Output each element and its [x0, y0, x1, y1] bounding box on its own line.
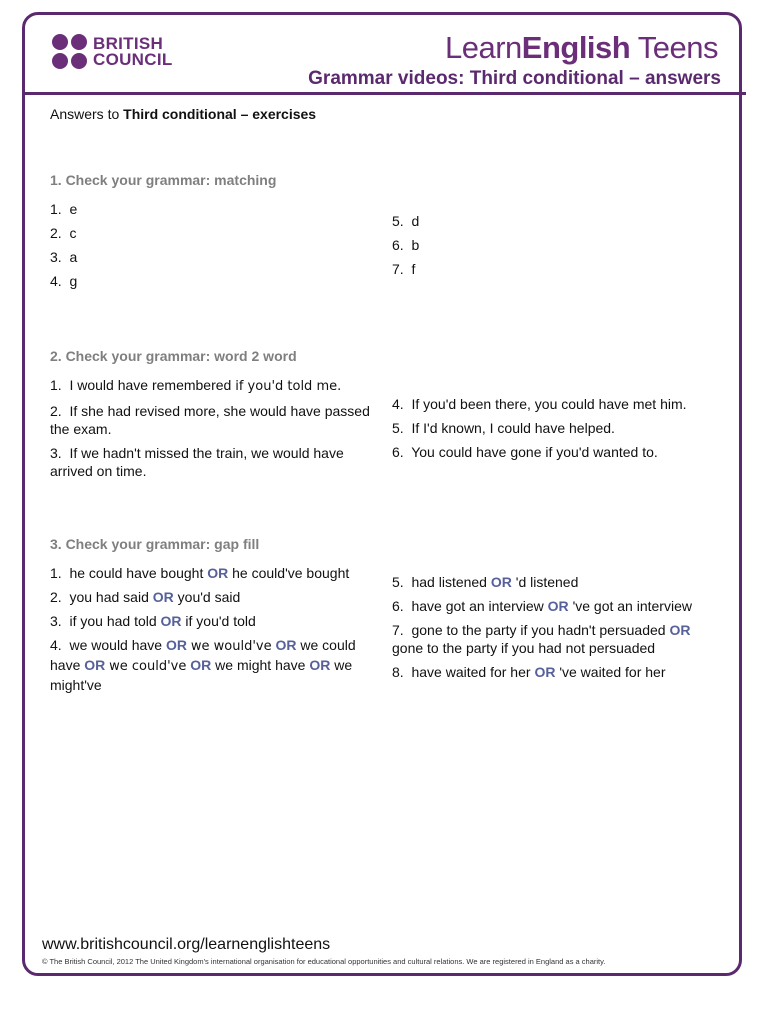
list-item: 8. have waited for her OR 've waited for her	[392, 664, 666, 680]
list-item: 1. he could have bought OR he could've bought	[50, 565, 350, 581]
brand-line1: BRITISH	[93, 33, 164, 53]
footer-copyright: © The British Council, 2012 The United Kingdom's international organisation for educational opportunities and cultural relations. We are registered in England as a charity.	[42, 957, 606, 966]
list-item: 1. I would have remembered if you'd told me.	[50, 377, 342, 394]
section-2-left	[50, 376, 380, 486]
intro-bold: Third conditional – exercises	[123, 106, 317, 122]
list-item: 4. we would have OR we would've OR we could have OR we could've OR we might have OR we might've	[50, 637, 356, 693]
section-2-right	[392, 395, 722, 467]
page-title: Grammar videos: Third conditional – answers	[308, 68, 721, 89]
header-divider	[22, 92, 746, 95]
footer-url[interactable]: www.britishcouncil.org/learnenglishteens	[42, 936, 331, 953]
logo-dots-icon	[52, 34, 87, 69]
list-item: 7. gone to the party if you hadn't persuaded OR gone to the party if you had not persuaded	[392, 622, 691, 656]
list-item: 5. had listened OR 'd listened	[392, 574, 579, 590]
page-frame	[22, 12, 742, 976]
list-item: 2. c	[50, 225, 77, 241]
section-3-title: 3. Check your grammar: gap fill	[50, 536, 260, 552]
list-item: 3. if you had told OR if you'd told	[50, 613, 256, 629]
learn-word: Learn	[444, 30, 522, 65]
list-item: 2. you had said OR you'd said	[50, 589, 241, 605]
list-item: 5. If I'd known, I could have helped.	[392, 420, 615, 436]
section-2-title: 2. Check your grammar: word 2 word	[50, 348, 297, 364]
learnenglish-teens-logo	[445, 30, 718, 66]
list-item: 6. b	[392, 237, 420, 253]
section-1-left	[50, 200, 380, 296]
british-council-logo	[52, 34, 173, 69]
list-item: 5. d	[392, 213, 420, 229]
list-item: 4. If you'd been there, you could have met him.	[392, 396, 687, 412]
section-1-title: 1. Check your grammar: matching	[50, 172, 277, 188]
teens-word: Teens	[630, 30, 718, 65]
list-item: 4. g	[50, 273, 78, 289]
section-1-right	[392, 212, 722, 284]
brand-line2: COUNCIL	[93, 49, 173, 69]
intro-prefix: Answers to	[50, 106, 124, 122]
list-item: 2. If she had revised more, she would have passed the exam.	[50, 403, 370, 437]
section-3-right	[392, 573, 722, 687]
list-item: 6. have got an interview OR 've got an interview	[392, 598, 692, 614]
list-item: 1. e	[50, 201, 78, 217]
section-3-left	[50, 564, 380, 700]
intro-line	[50, 106, 316, 122]
list-item: 3. a	[50, 249, 78, 265]
list-item: 7. f	[392, 261, 416, 277]
english-word: English	[521, 30, 631, 65]
list-item: 6. You could have gone if you'd wanted to.	[392, 444, 658, 460]
list-item: 3. If we hadn't missed the train, we would have arrived on time.	[50, 445, 344, 479]
